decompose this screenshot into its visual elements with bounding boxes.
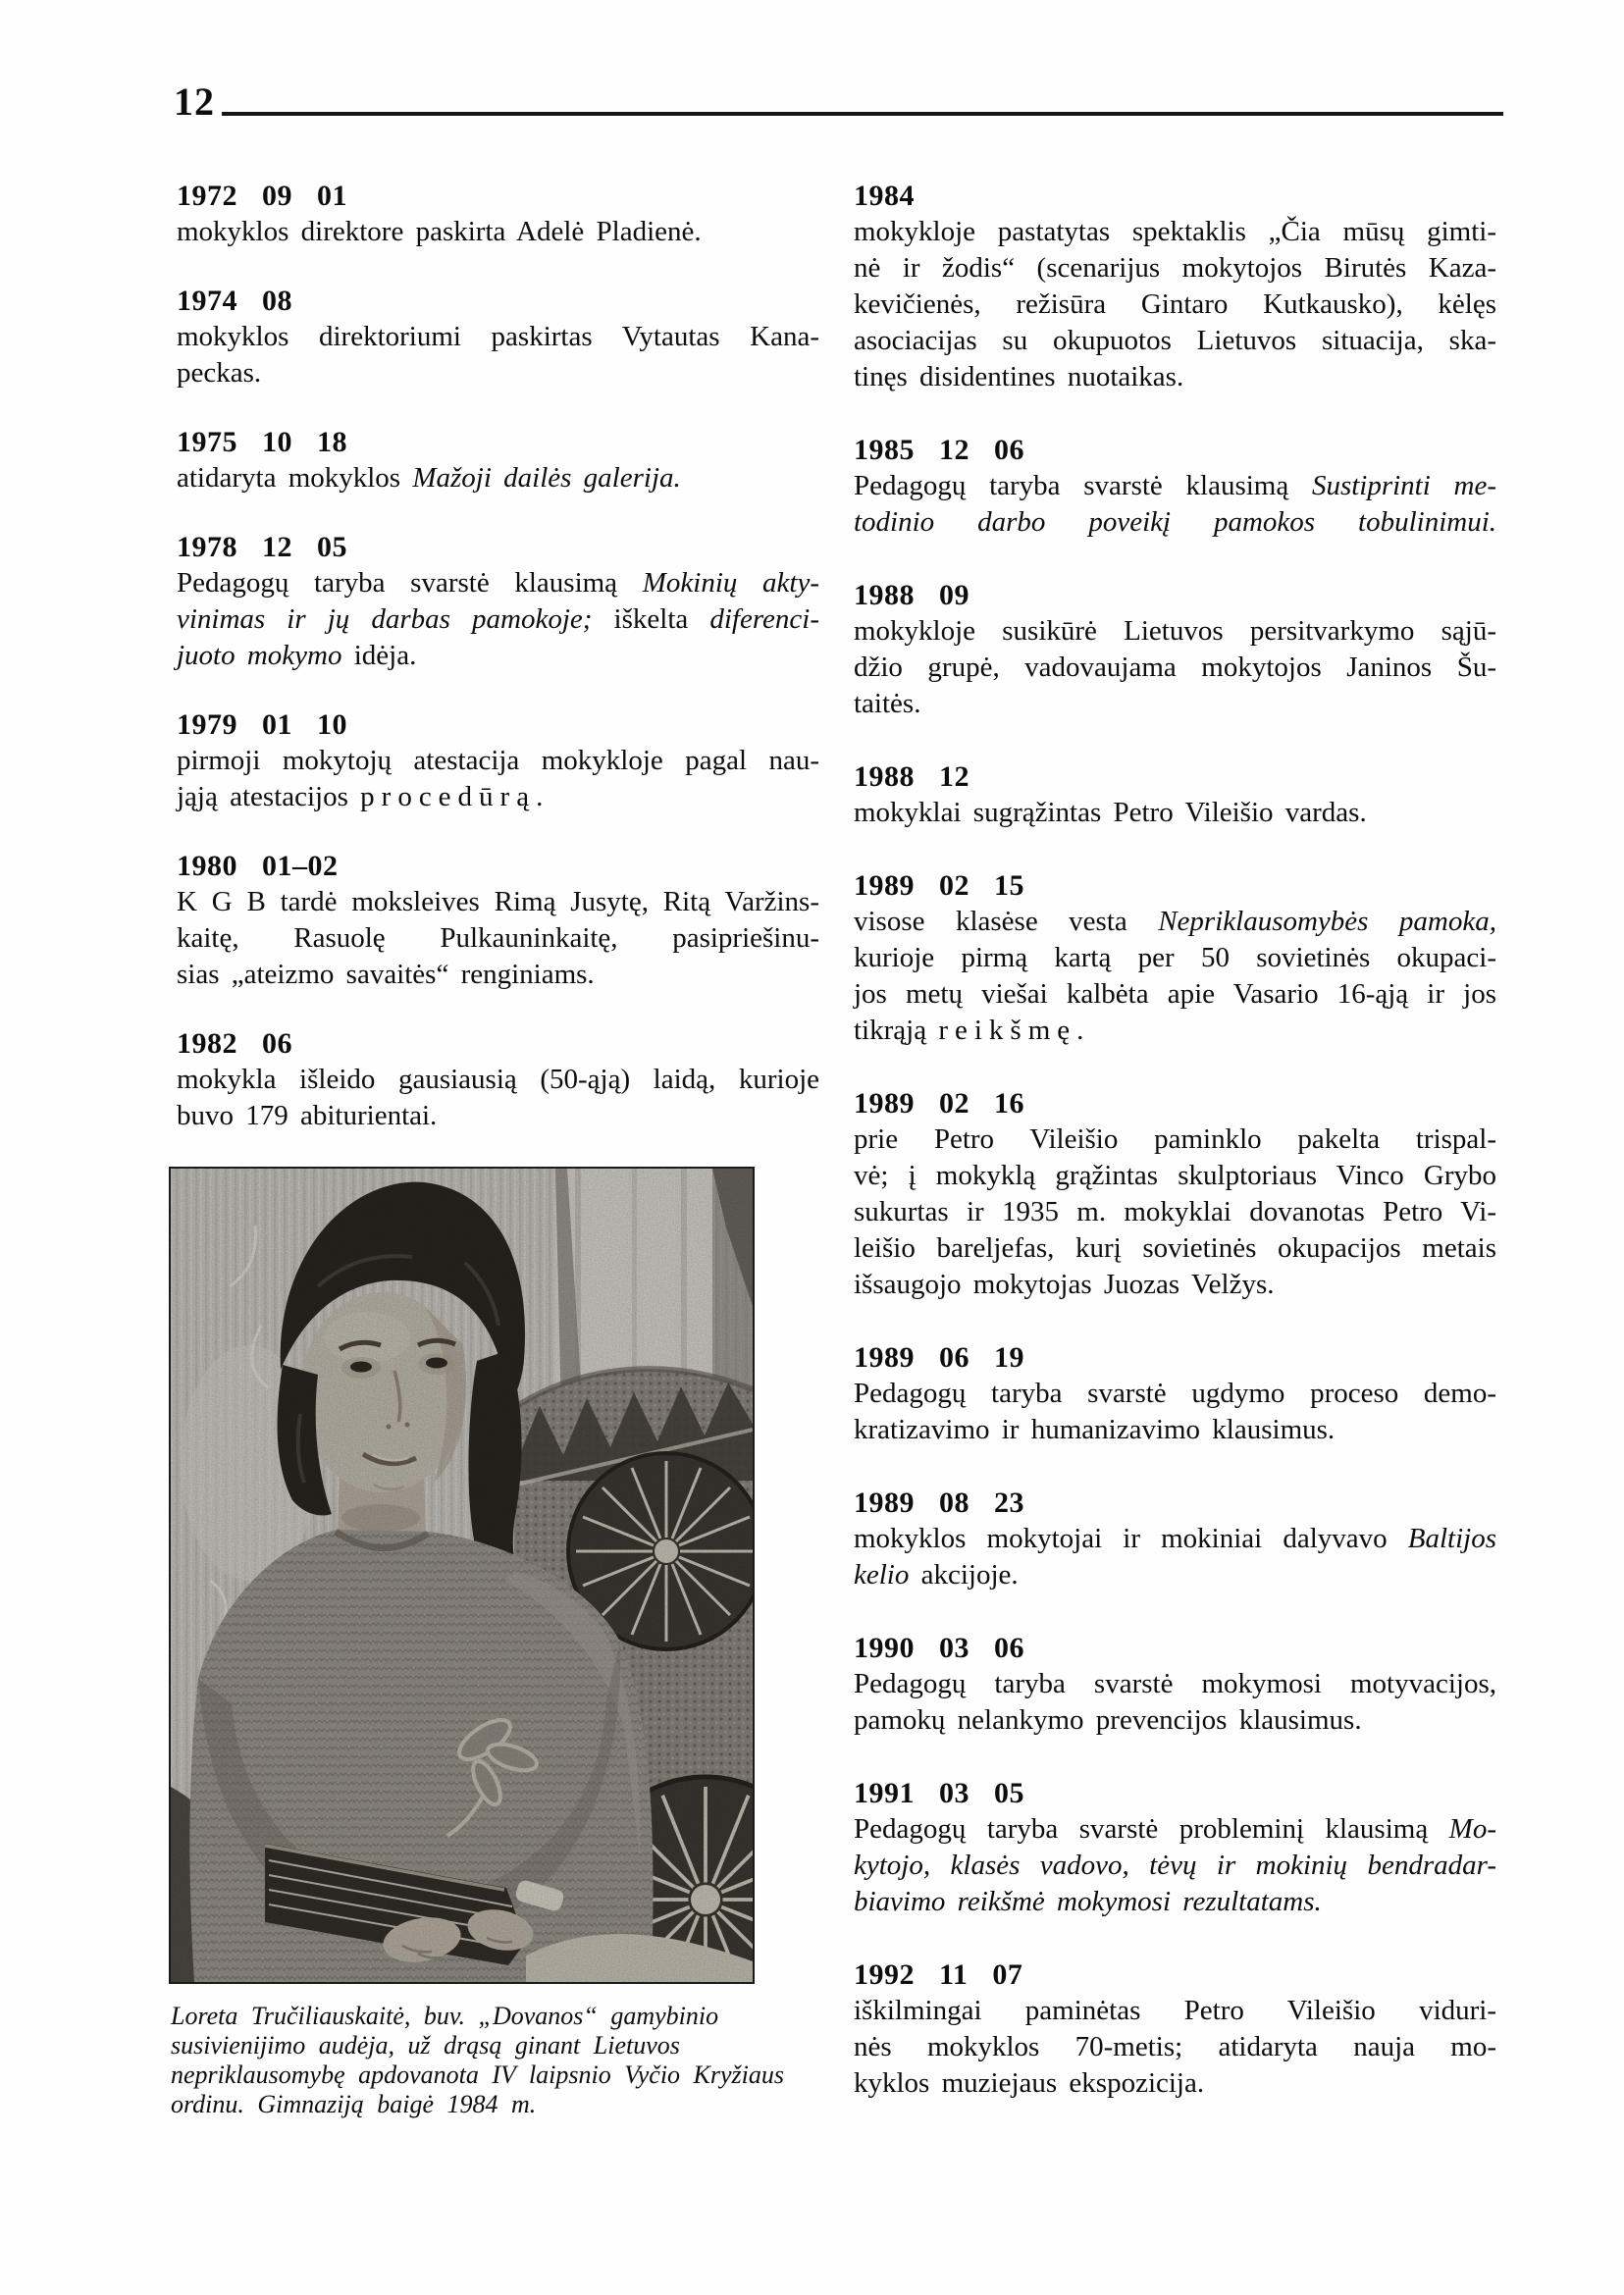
photo-caption-line: susivienijimo audėja, už drąsą ginant Lietuvos (171, 2031, 680, 2060)
entry-text-line (854, 795, 1496, 831)
entry-text-line (854, 1194, 1496, 1230)
entry-text-line (177, 884, 819, 920)
entry-text-line (854, 250, 1496, 287)
portrait-photo-illustration (171, 1169, 753, 1982)
entry-text: kurioje pirmą kartą per 50 sovietinės okupaci- (854, 942, 1496, 973)
entry-text: tinęs disidentines nuotaikas. (854, 361, 1184, 392)
timeline-entry (177, 848, 819, 993)
entry-text-line (854, 1702, 1496, 1739)
entry-text: prie Petro Vileišio paminklo pakelta trispal- (854, 1123, 1496, 1155)
entry-text: akcijoje. (920, 1559, 1019, 1591)
timeline-entry (854, 1775, 1496, 1920)
entry-date: 1979 01 10 (177, 708, 347, 741)
portrait-photo (169, 1167, 755, 1984)
entry-text: nės mokyklos 70-metis; atidaryta nauja mo- (854, 2031, 1496, 2062)
timeline-entry (177, 283, 819, 391)
entry-text-line (854, 1521, 1496, 1557)
entry-text-line (177, 1098, 819, 1134)
entry-text: peckas. (177, 357, 262, 389)
entry-text: leišio bareljefas, kurį sovietinės okupacijos metais (854, 1232, 1496, 1264)
entry-text-italic: diferenci- (709, 603, 819, 635)
entry-text-line (177, 638, 819, 674)
entry-text: nė ir žodis“ (scenarijus mokytojos Birutės Kaza- (854, 252, 1496, 284)
entry-text: jos metų viešai kalbėta apie Vasario 16-ąją ir jos (854, 978, 1496, 1010)
entry-text-line (177, 214, 819, 250)
entry-text-line (854, 976, 1496, 1013)
entry-text-line (854, 1884, 1496, 1920)
entry-text: Pedagogų taryba svarstė klausimą (177, 567, 643, 599)
entry-text-italic: biavimo reikšmė mokymosi rezultatams. (854, 1886, 1322, 1917)
entry-date: 1988 12 (854, 760, 969, 793)
entry-text: pamokų nelankymo prevencijos klausimus. (854, 1704, 1362, 1736)
entry-text-line (854, 1993, 1496, 2029)
entry-text-line (854, 2065, 1496, 2102)
entry-date: 1991 03 05 (854, 1777, 1024, 1809)
entry-text-line (854, 504, 1496, 541)
entry-text-italic: juoto mokymo (177, 640, 354, 671)
entry-date: 1990 03 06 (854, 1632, 1024, 1664)
photo-caption-line: ordinu. Gimnaziją baigė 1984 m. (171, 2090, 537, 2118)
entry-date: 1989 02 16 (854, 1087, 1024, 1120)
entry-text: sias „ateizmo savaitės“ renginiams. (177, 959, 595, 990)
entry-text-line (854, 1666, 1496, 1702)
entry-date: 1974 08 (177, 285, 292, 317)
entry-text-line (854, 1013, 1496, 1049)
entry-text-line (177, 355, 819, 391)
entry-text: mokykloje pastatytas spektaklis „Čia mūsų gimti- (854, 216, 1496, 247)
entry-text-line (854, 1121, 1496, 1158)
photo-caption (171, 2002, 785, 2119)
entry-text: taitės. (854, 688, 921, 719)
left-column (177, 178, 819, 1167)
entry-text-line (854, 2029, 1496, 2065)
entry-text: jąją atestacijos (177, 781, 361, 812)
timeline-entry (177, 706, 819, 815)
entry-date: 1989 02 15 (854, 869, 1024, 902)
entry-text: pirmoji mokytojų atestacija mokykloje pagal nau- (177, 745, 819, 776)
entry-text-line (854, 940, 1496, 976)
entry-date: 1992 11 07 (854, 1958, 1023, 1991)
timeline-entry (177, 178, 819, 250)
entry-text-line (854, 1811, 1496, 1848)
entry-text: mokyklai sugrąžintas Petro Vileišio vardas. (854, 797, 1367, 828)
entry-text: atidaryta mokyklos (177, 462, 413, 494)
entry-text: vė; į mokyklą grąžintas skulptoriaus Vinco Grybo (854, 1160, 1496, 1191)
entry-text-italic: vinimas ir jų darbas pamokoje; (177, 603, 593, 635)
entry-date: 1988 09 (854, 579, 969, 611)
entry-text-line (854, 1230, 1496, 1267)
entry-text-line (854, 613, 1496, 650)
entry-text: idėja. (353, 640, 417, 671)
timeline-entry (177, 1025, 819, 1134)
entry-date: 1989 06 19 (854, 1341, 1024, 1374)
entry-text: mokyklos mokytojai ir mokiniai dalyvavo (854, 1523, 1408, 1554)
entry-text-line (854, 686, 1496, 722)
entry-text: K G B tardė moksleives Rimą Jusytę, Ritą Varžins- (177, 886, 819, 917)
entry-text-line (177, 779, 819, 815)
timeline-entry (854, 1956, 1496, 2102)
entry-text-italic: Mokinių akty- (642, 567, 820, 599)
entry-text: Pedagogų taryba svarstė ugdymo proceso demo- (854, 1378, 1496, 1409)
entry-text: kevičienės, režisūra Gintaro Kutkausko), kėlęs (854, 288, 1496, 320)
entry-text-line (854, 1412, 1496, 1448)
entry-date: 1989 08 23 (854, 1487, 1024, 1519)
entry-text-italic: Baltijos (1407, 1523, 1496, 1554)
right-column (854, 178, 1496, 2138)
photo-caption-line: nepriklausomybę apdovanota IV laipsnio Vyčio Kryžiaus (171, 2060, 785, 2089)
timeline-entry (177, 529, 819, 674)
timeline-entry (854, 1485, 1496, 1593)
timeline-entry (854, 1339, 1496, 1448)
timeline-entry (854, 1085, 1496, 1303)
timeline-entry (854, 432, 1496, 541)
entry-text-italic: Mo- (1448, 1813, 1496, 1845)
entry-text: reikšmę. (938, 1015, 1091, 1046)
entry-text: kratizavimo ir humanizavimo klausimus. (854, 1414, 1336, 1445)
entry-text-line (854, 1848, 1496, 1884)
timeline-entry (177, 424, 819, 496)
entry-date: 1985 12 06 (854, 434, 1024, 466)
entry-text: asociacijas su okupuotos Lietuvos situacija, ska- (854, 325, 1496, 356)
entry-text: mokyklos direktore paskirta Adelė Pladienė. (177, 216, 702, 247)
entry-text-italic: Nepriklausomybės pamoka, (1158, 906, 1496, 937)
entry-text-line (177, 460, 819, 496)
entry-text-line (177, 565, 819, 601)
page-number: 12 (174, 79, 215, 124)
entry-date: 1980 01–02 (177, 850, 339, 882)
entry-text-line (177, 920, 819, 957)
timeline-entry (854, 178, 1496, 395)
entry-text-line (177, 601, 819, 638)
entry-text-line (177, 743, 819, 779)
entry-text: sukurtas ir 1935 m. mokyklai dovanotas Petro Vi- (854, 1196, 1496, 1227)
entry-text: Pedagogų taryba svarstė probleminį klausimą (854, 1813, 1449, 1845)
entry-text-line (854, 468, 1496, 504)
entry-text-line (854, 359, 1496, 395)
entry-date: 1984 (854, 180, 915, 212)
entry-text-line (854, 287, 1496, 323)
entry-text-line (854, 1376, 1496, 1412)
entry-text-italic: kelio (854, 1559, 921, 1591)
header-rule (222, 112, 1503, 116)
entry-date: 1972 09 01 (177, 180, 347, 212)
timeline-entry (854, 867, 1496, 1049)
entry-text-line (177, 1062, 819, 1098)
entry-text-italic: Sustiprinti me- (1311, 470, 1496, 501)
entry-text: tikrąją (854, 1015, 939, 1046)
entry-date: 1975 10 18 (177, 426, 347, 458)
entry-text: išsaugojo mokytojas Juozas Velžys. (854, 1269, 1275, 1300)
entry-text-italic: todinio darbo poveikį pamokos tobulinimui. (854, 506, 1496, 538)
timeline-entry (854, 1630, 1496, 1739)
entry-text: iškilmingai paminėtas Petro Vileišio viduri- (854, 1995, 1496, 2026)
timeline-entry (854, 577, 1496, 722)
entry-text: procedūrą. (360, 781, 550, 812)
entry-text-italic: Mažoji dailės galerija. (412, 462, 681, 494)
entry-text: Pedagogų taryba svarstė klausimą (854, 470, 1312, 501)
entry-date: 1978 12 05 (177, 531, 347, 563)
entry-text-line (854, 904, 1496, 940)
entry-text: iškelta (592, 603, 710, 635)
entry-text-line (854, 1158, 1496, 1194)
entry-text-italic: kytojo, klasės vadovo, tėvų ir mokinių bendradar- (854, 1850, 1496, 1881)
entry-text-line (177, 319, 819, 355)
entry-text: buvo 179 abiturientai. (177, 1100, 438, 1131)
entry-text-line (177, 957, 819, 993)
entry-text: kaitę, Rasuolę Pulkauninkaitę, pasipriešinu- (177, 922, 819, 954)
entry-text-line (854, 650, 1496, 686)
entry-text-line (854, 1557, 1496, 1593)
entry-text-line (854, 1267, 1496, 1303)
timeline-entry (854, 758, 1496, 831)
entry-text: džio grupė, vadovaujama mokytojos Janinos Šu- (854, 652, 1496, 683)
entry-text: mokyklos direktoriumi paskirtas Vytautas Kana- (177, 321, 819, 352)
entry-text-line (854, 214, 1496, 250)
entry-date: 1982 06 (177, 1027, 292, 1060)
photo-caption-line: Loreta Tručiliauskaitė, buv. „Dovanos“ gamybinio (171, 2002, 719, 2030)
entry-text: mokykloje susikūrė Lietuvos persitvarkymo sąjū- (854, 615, 1496, 647)
entry-text: kyklos muziejaus ekspozicija. (854, 2067, 1205, 2099)
entry-text-line (854, 323, 1496, 359)
entry-text: visose klasėse vesta (854, 906, 1159, 937)
entry-text: mokykla išleido gausiausią (50-ąją) laidą, kurioje (177, 1064, 819, 1095)
entry-text: Pedagogų taryba svarstė mokymosi motyvacijos, (854, 1668, 1496, 1699)
